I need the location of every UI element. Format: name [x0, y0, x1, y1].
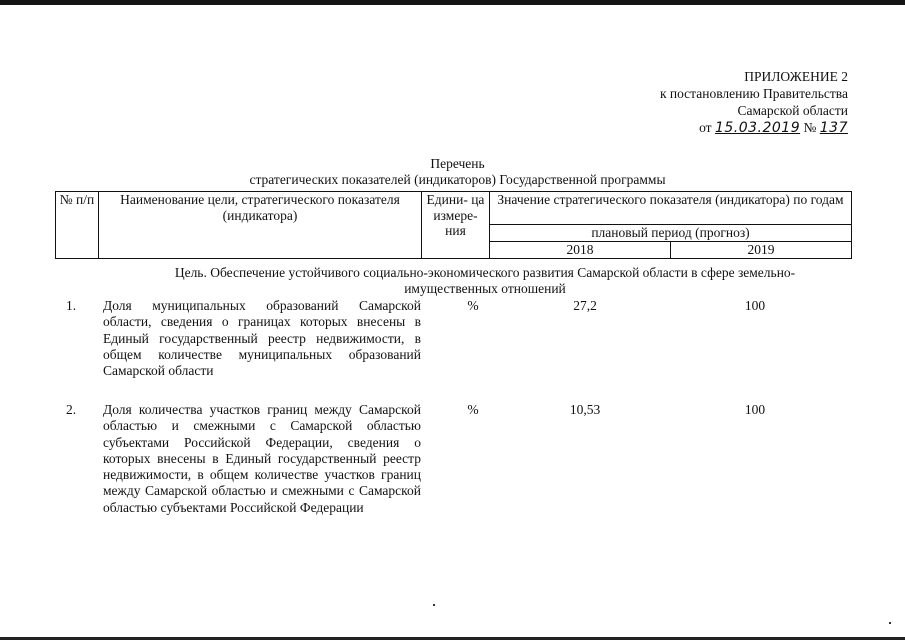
header-year-2019: 2019 [671, 242, 852, 259]
appendix-line1: к постановлению Правительства [659, 86, 848, 101]
appendix-date-line [588, 119, 848, 137]
title-line2: стратегических показателей (индикаторов) Государственной программы [249, 172, 666, 187]
scan-speck [433, 604, 435, 606]
indicator-name: Доля муниципальных образований Самарской области, сведения о границах которых внесены в Единый государственный реестр недвижимости, в общем количестве муниципальных образований Самарской области [103, 298, 421, 379]
header-planned-period: плановый период (прогноз) [490, 225, 852, 242]
date-prefix: от [699, 120, 712, 135]
row-number: 1. [66, 298, 77, 313]
header-col-unit: Едини- ца измере- ния [422, 192, 490, 259]
appendix-title: ПРИЛОЖЕНИЕ 2 [744, 69, 848, 84]
row-unit: % [467, 298, 479, 313]
number-prefix: № [803, 120, 817, 135]
appendix-line2: Самарской области [737, 103, 848, 118]
indicator-name: Доля количества участков границ между Самарской областью и смежными с Самарской областью субъектами Российской Федерации, сведения о которых внесены в Единый государственный реестр недвижимости, в общем количестве участков границ между Самарской областью и смежными с Самарской областью субъектами Российской Федерации [103, 402, 421, 515]
value-2019: 100 [744, 298, 766, 313]
scan-edge-top [0, 0, 905, 5]
header-col-value: Значение стратегического показателя (индикатора) по годам [490, 192, 852, 225]
header-col-num: № п/п [56, 192, 99, 259]
goal-text: Цель. Обеспечение устойчивого социально-экономического развития Самарской области в сфере земельно-имущественных отношений [174, 265, 796, 296]
value-2018: 27,2 [573, 298, 597, 313]
title-line1: Перечень [430, 156, 485, 171]
value-2019: 100 [744, 402, 766, 417]
table-header [55, 191, 852, 259]
handwritten-number: 137 [819, 120, 848, 136]
row-number: 2. [66, 402, 77, 417]
appendix-block [588, 68, 848, 137]
value-2018: 10,53 [569, 402, 601, 417]
handwritten-date: 15.03.2019 [714, 120, 801, 136]
header-col-name: Наименование цели, стратегического показателя (индикатора) [99, 192, 422, 259]
header-year-2018: 2018 [490, 242, 671, 259]
document-title [100, 156, 815, 188]
row-unit: % [467, 402, 479, 417]
scan-speck [889, 622, 891, 624]
